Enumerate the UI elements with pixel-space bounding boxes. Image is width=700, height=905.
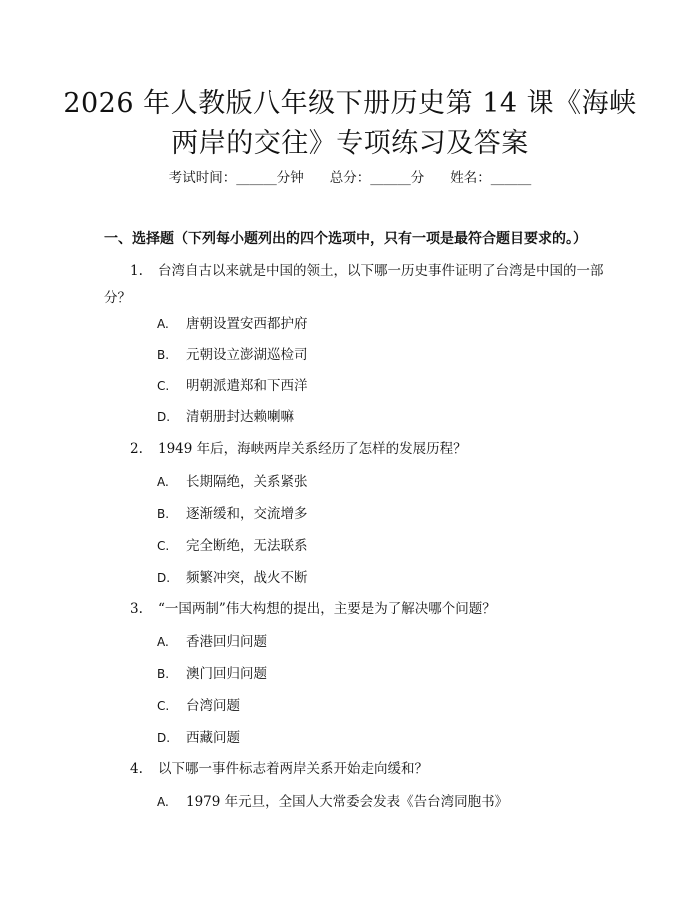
student-name-field: 姓名：______ (450, 170, 532, 186)
section-heading: 一、选择题（下列每小题列出的四个选项中，只有一项是最符合题目要求的。） (104, 231, 587, 247)
option-letter: C. (157, 539, 170, 553)
option-text: 唐朝设置安西都护府 (186, 316, 308, 332)
exam-time-field: 考试时间：______分钟 (168, 170, 304, 186)
question-3-option-a (157, 632, 267, 652)
question-3-option-d (157, 728, 240, 748)
question-3-option-b (157, 664, 267, 684)
question-2-option-d (157, 568, 308, 588)
document-title: 2026 年人教版八年级下册历史第 14 课《海峡两岸的交往》专项练习及答案 (63, 88, 637, 159)
question-text: 以下哪一事件标志着两岸关系开始走向缓和？ (158, 761, 428, 777)
option-text: 逐渐缓和，交流增多 (186, 506, 308, 522)
question-2 (104, 436, 604, 463)
question-number: 4. (130, 761, 143, 777)
option-letter: B. (157, 667, 170, 681)
question-2-option-c (157, 536, 308, 556)
question-text: 台湾自古以来就是中国的领土，以下哪一历史事件证明了台湾是中国的一部分？ (104, 263, 604, 306)
option-text: 元朝设立澎湖巡检司 (186, 347, 308, 363)
question-4-option-a (157, 792, 508, 812)
question-1-option-a (157, 314, 308, 334)
option-letter: A. (157, 475, 169, 489)
question-3-option-c (157, 696, 240, 716)
option-text: 清朝册封达赖喇嘛 (186, 409, 294, 425)
total-score-field: 总分：______分 (329, 170, 425, 186)
question-text: “一国两制”伟大构想的提出，主要是为了解决哪个问题？ (158, 601, 496, 617)
option-text: 完全断绝，无法联系 (186, 538, 308, 554)
option-letter: D. (157, 571, 171, 585)
option-text: 台湾问题 (186, 698, 240, 714)
option-text: 香港回归问题 (186, 634, 267, 650)
question-3 (104, 596, 604, 623)
option-text: 明朝派遣郑和下西洋 (186, 378, 308, 394)
question-number: 3. (130, 601, 143, 617)
option-letter: B. (157, 507, 170, 521)
option-text: 1979 年元旦，全国人大常委会发表《告台湾同胞书》 (186, 794, 509, 810)
option-text: 频繁冲突，战火不断 (186, 570, 308, 586)
option-letter: B. (157, 348, 170, 362)
question-2-option-b (157, 504, 308, 524)
question-1-option-d (157, 407, 294, 427)
option-letter: A. (157, 317, 169, 331)
option-letter: C. (157, 699, 170, 713)
option-letter: A. (157, 635, 169, 649)
option-letter: A. (157, 795, 169, 809)
question-text: 1949 年后，海峡两岸关系经历了怎样的发展历程？ (158, 441, 467, 457)
question-4 (104, 756, 604, 783)
option-letter: C. (157, 379, 170, 393)
option-letter: D. (157, 410, 171, 424)
option-text: 西藏问题 (186, 730, 240, 746)
question-number: 1. (130, 263, 143, 279)
question-1-option-c (157, 376, 308, 396)
option-text: 澳门回归问题 (186, 666, 267, 682)
question-number: 2. (130, 441, 143, 457)
question-2-option-a (157, 472, 308, 492)
question-1-option-b (157, 345, 308, 365)
option-letter: D. (157, 731, 171, 745)
question-1 (104, 258, 604, 312)
option-text: 长期隔绝，关系紧张 (186, 474, 308, 490)
exam-info-line (0, 168, 700, 188)
